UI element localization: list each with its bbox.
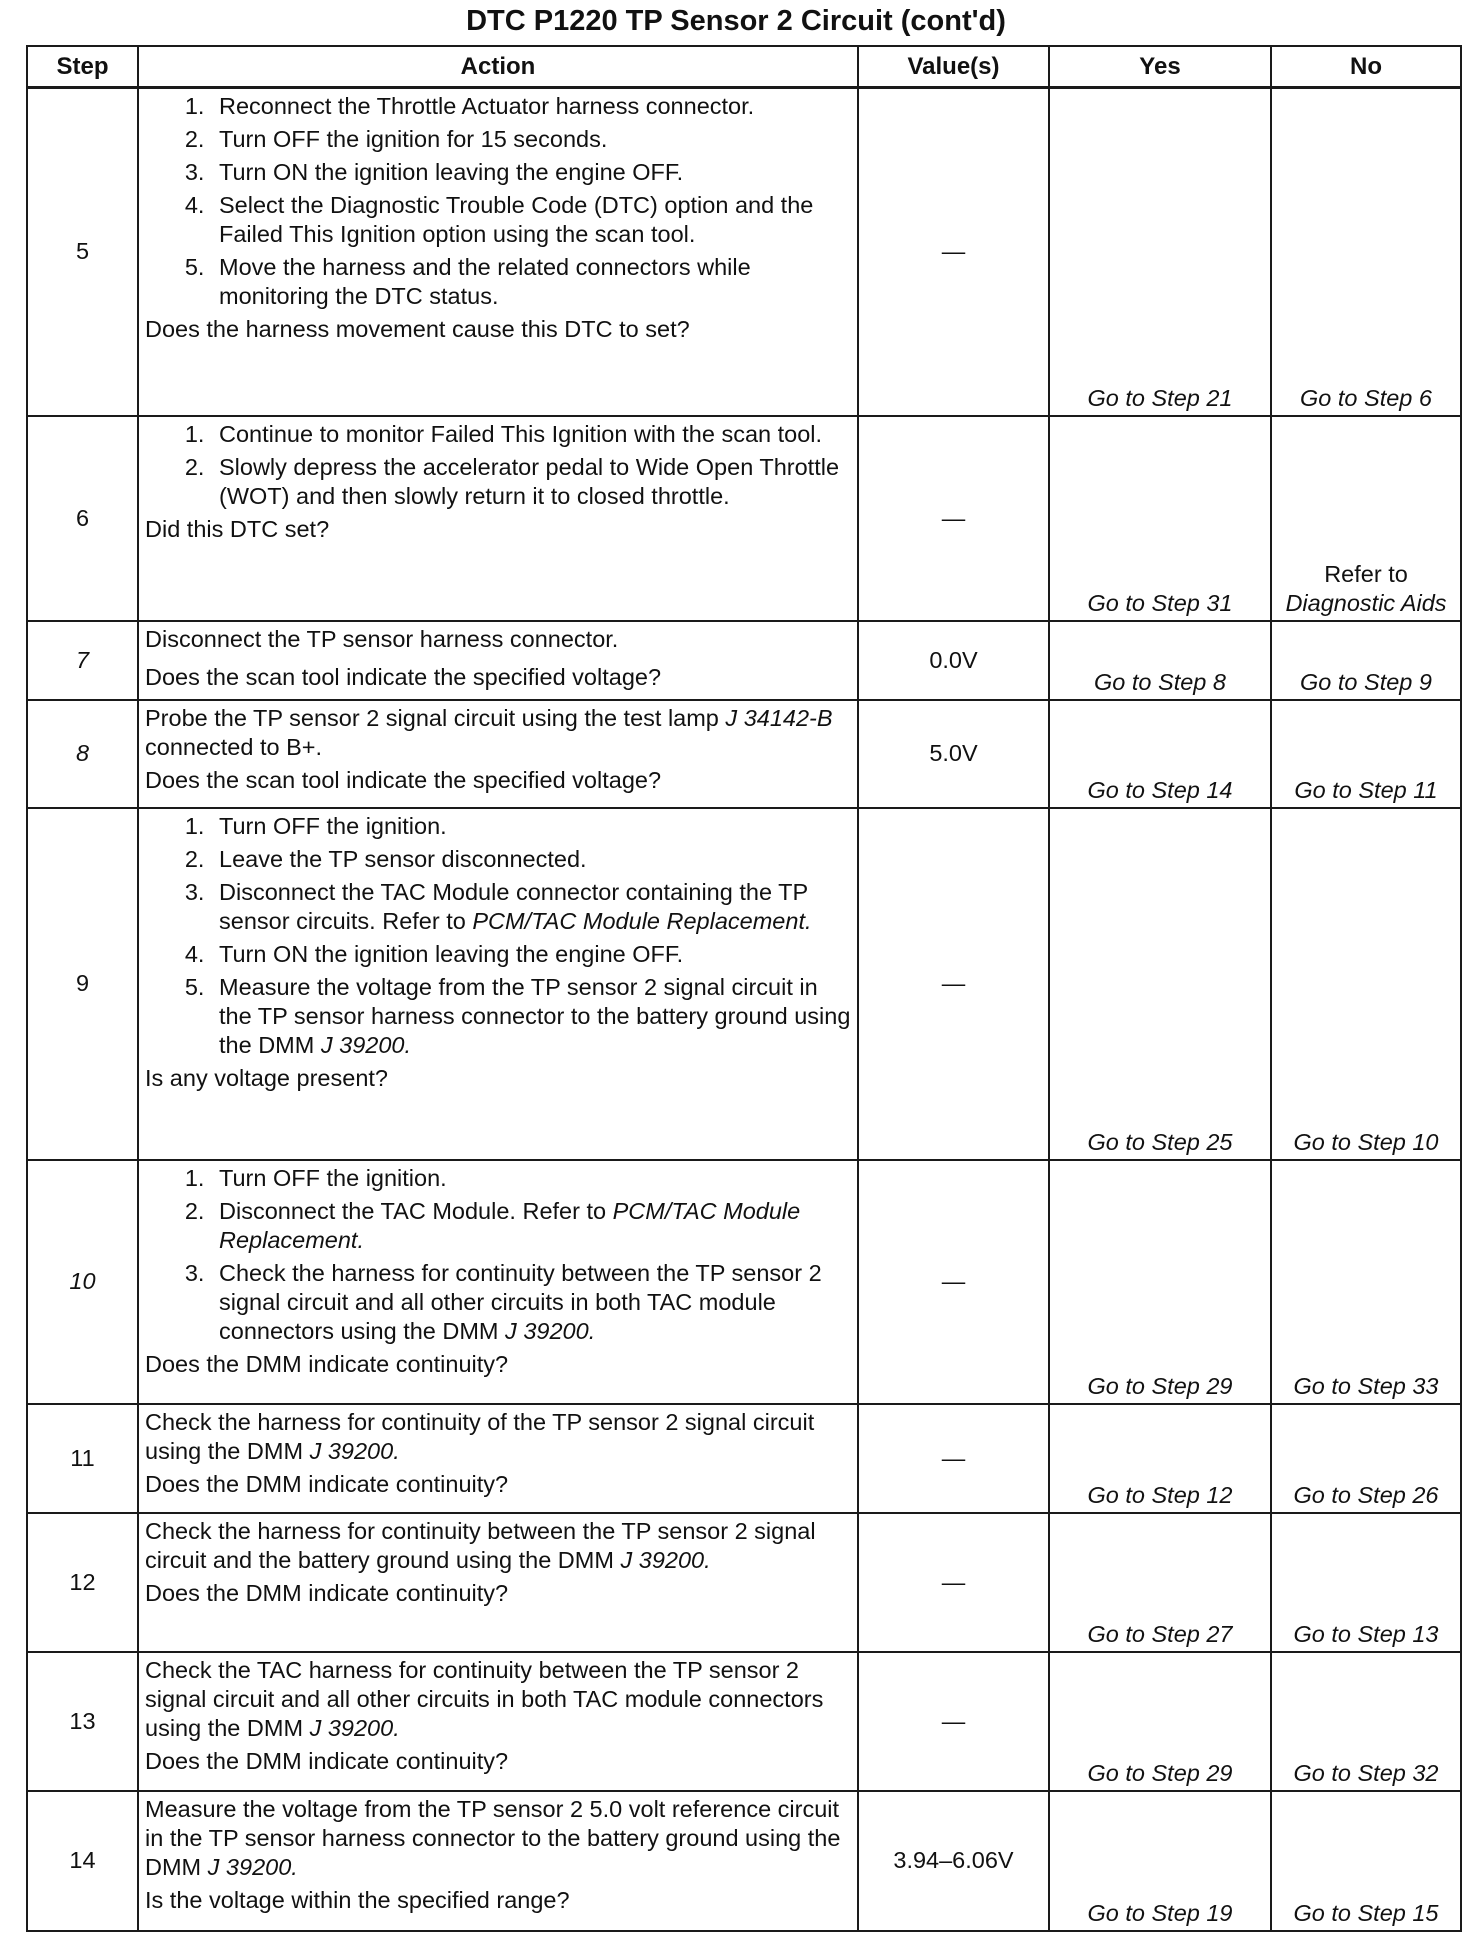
tool-reference: J 39200 [309,1714,394,1741]
step-number: 8 [27,700,138,808]
value-cell: — [858,808,1049,1160]
action-question: Does the harness movement cause this DTC to set? [145,316,690,342]
value-cell: — [858,1404,1049,1513]
yes-cell: Go to Step 29 [1049,1160,1271,1404]
action-cell [138,416,858,621]
yes-cell: Go to Step 27 [1049,1513,1271,1652]
action-text-part: Check the harness for continuity of the TP sensor 2 signal circuit using the DMM [145,1408,815,1464]
header-step: Step [27,46,138,88]
no-cell: Go to Step 13 [1271,1513,1461,1652]
action-text-part: Measure the voltage from the TP sensor 2 5.0 volt reference circuit in the TP sensor harness connector to the battery ground using the DMM [145,1795,841,1880]
action-text [145,1517,851,1575]
no-cell: Go to Step 10 [1271,808,1461,1160]
list-item: 1. Turn OFF the ignition. [211,812,851,841]
list-item-text: Disconnect the TAC Module connector containing the TP sensor circuits. Refer to [219,878,808,934]
value-cell: — [858,1652,1049,1791]
action-question: Does the scan tool indicate the specified voltage? [145,766,662,793]
list-item: 4. Select the Diagnostic Trouble Code (DTC) option and the Failed This Ignition option using the scan tool. [211,191,851,249]
header-yes: Yes [1049,46,1271,88]
no-cell: Go to Step 26 [1271,1404,1461,1513]
reference-period: . [393,1437,400,1464]
table-row-step-10 [27,1160,1461,1404]
no-refer-target: Diagnostic Aids [1285,589,1447,616]
step-number: 7 [27,621,138,700]
table-row-step-5 [27,88,1461,416]
header-action: Action [138,46,858,88]
list-item-text: Disconnect the TAC Module. Refer to [219,1197,607,1224]
table-row-step-7 [27,621,1461,700]
list-item [211,1197,851,1255]
list-item: 3. Turn ON the ignition leaving the engine OFF. [211,158,851,187]
tool-reference: J 39200 [320,1031,405,1058]
step-number: 10 [27,1160,138,1404]
value-cell: — [858,88,1049,416]
table-row-step-14 [27,1791,1461,1931]
step-number: 13 [27,1652,138,1791]
step-number: 12 [27,1513,138,1652]
action-text: Disconnect the TP sensor harness connector. [145,625,619,652]
reference-period: . [291,1853,298,1880]
value-cell: 3.94–6.06V [858,1791,1049,1931]
list-item: 1. Turn OFF the ignition. [211,1164,851,1193]
reference-period: . [404,1031,412,1058]
list-item-text: Check the harness for continuity between the TP sensor 2 signal circuit and all other circuits in both TAC module connectors using the DMM [219,1259,822,1344]
action-text [145,1408,851,1466]
list-item: 1. Continue to monitor Failed This Ignition with the scan tool. [211,420,851,449]
list-item: 2. Leave the TP sensor disconnected. [211,845,851,874]
no-cell: Go to Step 6 [1271,88,1461,416]
no-cell: Go to Step 15 [1271,1791,1461,1931]
diagnostic-table [26,45,1462,1932]
action-list [145,1164,851,1346]
value-cell: 0.0V [858,621,1049,700]
no-cell: Go to Step 32 [1271,1652,1461,1791]
action-question: Does the DMM indicate continuity? [145,1470,509,1497]
table-row-step-11 [27,1404,1461,1513]
step-number: 5 [27,88,138,416]
yes-cell: Go to Step 14 [1049,700,1271,808]
action-question: Does the DMM indicate continuity? [145,1747,509,1774]
list-item: 5. Move the harness and the related connectors while monitoring the DTC status. [211,253,851,311]
action-cell [138,1652,858,1791]
value-cell: 5.0V [858,700,1049,808]
reference-link-text: PCM/TAC Module Replacement [472,907,805,934]
list-item [211,1259,851,1346]
no-cell [1271,416,1461,621]
action-question: Is any voltage present? [145,1064,388,1091]
tool-reference: J 39200 [505,1317,589,1344]
tool-reference: J 34142-B [725,704,833,731]
action-question: Does the scan tool indicate the specified voltage? [145,663,662,690]
table-row-step-12 [27,1513,1461,1652]
tool-reference: J 39200 [309,1437,394,1464]
action-cell [138,808,858,1160]
action-text-part: connected to B+. [145,733,323,760]
yes-cell: Go to Step 29 [1049,1652,1271,1791]
table-row-step-6 [27,416,1461,621]
reference-period: . [357,1226,364,1253]
yes-cell: Go to Step 19 [1049,1791,1271,1931]
tool-reference: J 39200 [207,1853,292,1880]
action-cell [138,621,858,700]
list-item: 2. Slowly depress the accelerator pedal to Wide Open Throttle (WOT) and then slowly return it to closed throttle. [211,453,851,511]
action-text [145,1795,851,1882]
list-item [211,973,851,1060]
header-values: Value(s) [858,46,1049,88]
yes-cell: Go to Step 21 [1049,88,1271,416]
yes-cell: Go to Step 12 [1049,1404,1271,1513]
yes-cell: Go to Step 8 [1049,621,1271,700]
action-cell [138,1160,858,1404]
step-number: 6 [27,416,138,621]
page-title: DTC P1220 TP Sensor 2 Circuit (cont'd) [466,5,1006,37]
reference-period: . [393,1714,400,1741]
table-row-step-8 [27,700,1461,808]
no-cell: Go to Step 33 [1271,1160,1461,1404]
list-item: 4. Turn ON the ignition leaving the engine OFF. [211,940,851,969]
action-list [145,92,851,311]
action-question: Does the DMM indicate continuity? [145,1579,509,1606]
action-text [145,704,851,762]
yes-cell: Go to Step 25 [1049,808,1271,1160]
action-cell [138,1791,858,1931]
action-list [145,420,851,511]
action-cell [138,88,858,416]
action-cell [138,700,858,808]
action-text [145,1656,851,1743]
list-item-text: Measure the voltage from the TP sensor 2 signal circuit in the TP sensor harness connector to the battery ground using the DMM [219,973,851,1058]
action-cell [138,1513,858,1652]
table-row-step-13 [27,1652,1461,1791]
reference-period: . [704,1546,711,1573]
action-question: Does the DMM indicate continuity? [145,1350,509,1377]
no-cell: Go to Step 9 [1271,621,1461,700]
header-no: No [1271,46,1461,88]
reference-link-text: PCM/TAC Module Replacement [219,1197,801,1253]
action-question: Is the voltage within the specified range? [145,1886,570,1913]
step-number: 9 [27,808,138,1160]
action-text-part: Check the TAC harness for continuity between the TP sensor 2 signal circuit and all other circuits in both TAC module connectors using the DMM [145,1656,824,1741]
no-cell: Go to Step 11 [1271,700,1461,808]
table-header-row [27,46,1461,88]
yes-cell: Go to Step 31 [1049,416,1271,621]
action-text-part: Check the harness for continuity between the TP sensor 2 signal circuit and the battery ground using the DMM [145,1517,816,1573]
action-text-part: Probe the TP sensor 2 signal circuit using the test lamp [145,704,719,731]
list-item: 1. Reconnect the Throttle Actuator harness connector. [211,92,851,121]
tool-reference: J 39200 [620,1546,705,1573]
list-item [211,878,851,936]
value-cell: — [858,1160,1049,1404]
action-question: Did this DTC set? [145,515,330,542]
no-refer-label: Refer to [1324,560,1408,587]
reference-period: . [804,907,812,934]
step-number: 14 [27,1791,138,1931]
value-cell: — [858,1513,1049,1652]
action-cell [138,1404,858,1513]
step-number: 11 [27,1404,138,1513]
action-list [145,812,851,1060]
value-cell: — [858,416,1049,621]
list-item: 2. Turn OFF the ignition for 15 seconds. [211,125,851,154]
reference-period: . [588,1317,596,1344]
table-row-step-9 [27,808,1461,1160]
